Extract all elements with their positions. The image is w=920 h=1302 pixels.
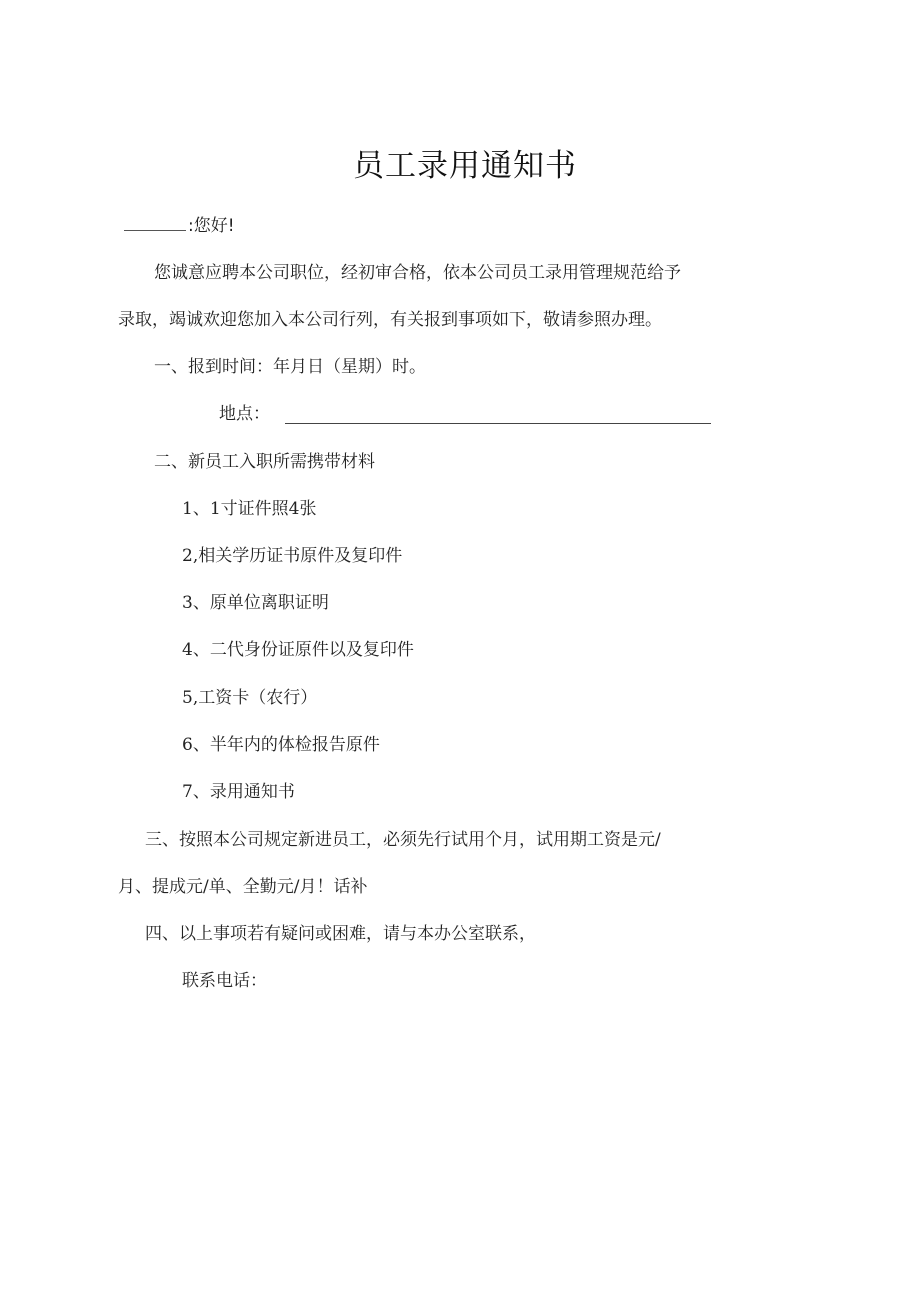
name-blank <box>124 216 186 231</box>
contact-phone-label: 联系电话： <box>182 971 267 991</box>
section-3-line-1: 三、按照本公司规定新进员工，必须先行试用个月，试用期工资是元/ <box>145 830 661 850</box>
material-item: 7、录用通知书 <box>182 782 295 802</box>
section-3-line-2: 月、提成元/单、全勤元/月！话补 <box>118 877 368 897</box>
intro-line-2: 录取，竭诚欢迎您加入本公司行列，有关报到事项如下，敬请参照办理。 <box>118 310 662 330</box>
material-item: 1、1寸证件照4张 <box>182 499 317 519</box>
section-2-materials-heading: 二、新员工入职所需携带材料 <box>154 452 375 472</box>
greeting-text: :您好! <box>188 216 235 236</box>
material-item: 4、二代身份证原件以及复印件 <box>182 640 414 660</box>
material-item: 2,相关学历证书原件及复印件 <box>182 546 403 566</box>
place-label: 地点： <box>219 404 270 424</box>
document-title: 员工录用通知书 <box>353 148 577 184</box>
greeting-line <box>124 214 235 238</box>
material-item: 3、原单位离职证明 <box>182 593 329 613</box>
section-1-report-time: 一、报到时间：年月日（星期）时。 <box>154 357 426 377</box>
place-blank-line <box>285 423 711 424</box>
material-item: 5,工资卡（农行） <box>182 688 318 708</box>
material-item: 6、半年内的体检报告原件 <box>182 735 380 755</box>
intro-line-1: 您诚意应聘本公司职位，经初审合格，依本公司员工录用管理规范给予 <box>154 263 681 283</box>
section-4-contact-note: 四、以上事项若有疑问或困难，请与本办公室联系， <box>145 924 536 944</box>
